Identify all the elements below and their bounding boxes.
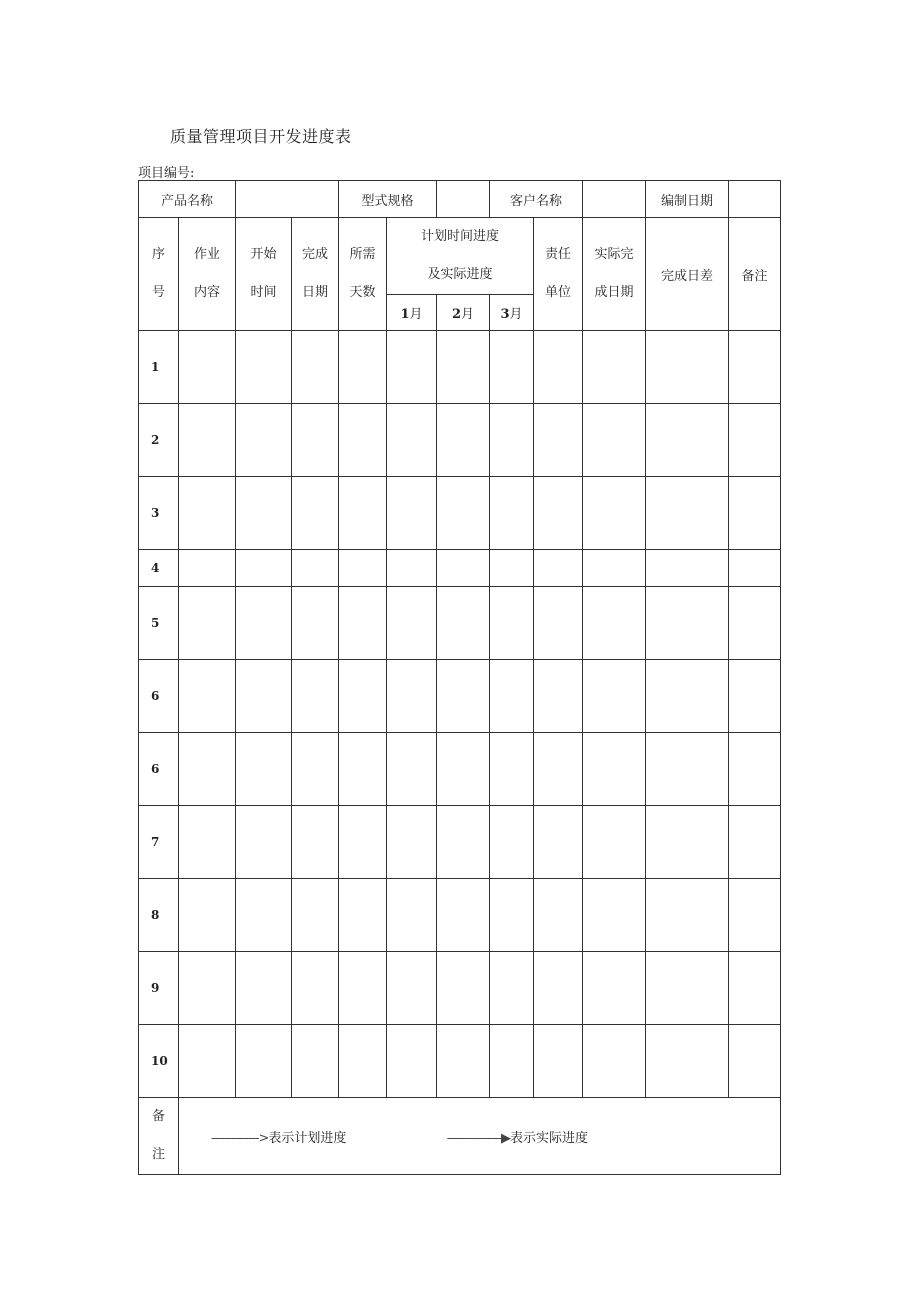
col-resp-line2: 单位 xyxy=(545,285,572,300)
header-info-row xyxy=(139,181,781,218)
table-cell[interactable] xyxy=(437,952,490,1025)
table-cell[interactable] xyxy=(534,660,583,733)
table-cell[interactable] xyxy=(646,1025,729,1098)
month-3-number: 3 xyxy=(500,307,510,322)
table-cell[interactable] xyxy=(437,1025,490,1098)
table-cell[interactable] xyxy=(179,1025,236,1098)
row-number: 3 xyxy=(139,477,179,550)
col-finish xyxy=(292,218,339,331)
customer-name-label: 客户名称 xyxy=(490,181,583,218)
table-cell[interactable] xyxy=(387,806,437,879)
table-cell[interactable] xyxy=(339,1025,387,1098)
table-cell[interactable] xyxy=(534,806,583,879)
table-cell[interactable] xyxy=(646,550,729,587)
table-cell[interactable] xyxy=(387,879,437,952)
table-cell[interactable] xyxy=(646,806,729,879)
table-cell[interactable] xyxy=(236,733,292,806)
table-cell[interactable] xyxy=(179,477,236,550)
month-3-unit: 月 xyxy=(509,307,523,322)
table-cell[interactable] xyxy=(646,879,729,952)
table-cell[interactable] xyxy=(490,587,534,660)
column-header-row xyxy=(139,218,781,295)
table-cell[interactable] xyxy=(179,660,236,733)
col-work-line2: 内容 xyxy=(194,285,221,300)
table-cell[interactable] xyxy=(490,550,534,587)
table-cell[interactable] xyxy=(729,587,781,660)
table-cell[interactable] xyxy=(729,952,781,1025)
table-cell[interactable] xyxy=(583,331,646,404)
col-resp-line1: 责任 xyxy=(545,247,572,262)
table-cell[interactable] xyxy=(179,404,236,477)
progress-table xyxy=(138,180,781,1175)
row-number: 10 xyxy=(139,1025,179,1098)
compile-date-value[interactable] xyxy=(729,181,781,218)
table-cell[interactable] xyxy=(583,1025,646,1098)
col-start-line1: 开始 xyxy=(250,247,277,262)
table-cell[interactable] xyxy=(490,806,534,879)
col-work-line1: 作业 xyxy=(194,247,221,262)
table-cell[interactable] xyxy=(534,879,583,952)
table-cell[interactable] xyxy=(490,660,534,733)
row-number: 1 xyxy=(139,331,179,404)
page-title: 质量管理项目开发进度表 xyxy=(170,127,352,146)
table-cell[interactable] xyxy=(646,660,729,733)
table-cell[interactable] xyxy=(583,879,646,952)
table-cell[interactable] xyxy=(490,733,534,806)
col-actual-line2: 成日期 xyxy=(594,285,634,300)
table-cell[interactable] xyxy=(583,587,646,660)
plan-text: 表示计划进度 xyxy=(268,1130,347,1146)
table-row xyxy=(139,806,781,879)
table-cell[interactable] xyxy=(490,1025,534,1098)
col-start-line2: 时间 xyxy=(250,285,277,300)
table-cell[interactable] xyxy=(583,477,646,550)
table-row xyxy=(139,404,781,477)
month-1-number: 1 xyxy=(400,307,410,322)
col-plan-line1: 计划时间进度 xyxy=(421,229,500,244)
table-cell[interactable] xyxy=(236,587,292,660)
table-cell[interactable] xyxy=(437,550,490,587)
table-cell[interactable] xyxy=(387,477,437,550)
table-row xyxy=(139,879,781,952)
table-cell[interactable] xyxy=(437,331,490,404)
table-cell[interactable] xyxy=(437,587,490,660)
table-cell[interactable] xyxy=(292,404,339,477)
table-cell[interactable] xyxy=(583,952,646,1025)
table-cell[interactable] xyxy=(437,806,490,879)
row-number: 4 xyxy=(139,550,179,587)
table-cell[interactable] xyxy=(534,1025,583,1098)
row-number: 6 xyxy=(139,733,179,806)
table-cell[interactable] xyxy=(729,404,781,477)
actual-text: 表示实际进度 xyxy=(509,1130,588,1146)
remark-footer-row xyxy=(139,1098,781,1175)
col-seq-line1: 序 xyxy=(151,247,165,262)
table-cell[interactable] xyxy=(179,806,236,879)
table-cell[interactable] xyxy=(387,404,437,477)
month-2-number: 2 xyxy=(452,307,462,322)
table-cell[interactable] xyxy=(729,1025,781,1098)
table-cell[interactable] xyxy=(236,550,292,587)
table-cell[interactable] xyxy=(583,733,646,806)
table-row xyxy=(139,1025,781,1098)
table-cell[interactable] xyxy=(292,879,339,952)
table-cell[interactable] xyxy=(534,733,583,806)
table-cell[interactable] xyxy=(387,1025,437,1098)
col-plan-line2: 及实际进度 xyxy=(427,267,493,282)
table-cell[interactable] xyxy=(179,587,236,660)
legend-plan xyxy=(211,1127,346,1146)
table-cell[interactable] xyxy=(339,806,387,879)
table-cell[interactable] xyxy=(646,477,729,550)
table-cell[interactable] xyxy=(339,587,387,660)
table-cell[interactable] xyxy=(583,806,646,879)
table-cell[interactable] xyxy=(292,952,339,1025)
table-cell[interactable] xyxy=(236,331,292,404)
table-cell[interactable] xyxy=(339,733,387,806)
table-cell[interactable] xyxy=(292,550,339,587)
table-cell[interactable] xyxy=(534,550,583,587)
table-cell[interactable] xyxy=(292,587,339,660)
table-cell[interactable] xyxy=(179,952,236,1025)
table-cell[interactable] xyxy=(729,879,781,952)
table-row xyxy=(139,550,781,587)
col-finish-line2: 日期 xyxy=(302,285,329,300)
table-cell[interactable] xyxy=(292,733,339,806)
month-2 xyxy=(437,295,490,331)
row-number: 9 xyxy=(139,952,179,1025)
table-cell[interactable] xyxy=(729,331,781,404)
table-cell[interactable] xyxy=(292,660,339,733)
table-row xyxy=(139,733,781,806)
table-row xyxy=(139,331,781,404)
table-cell[interactable] xyxy=(490,404,534,477)
table-cell[interactable] xyxy=(437,879,490,952)
col-actual xyxy=(583,218,646,331)
table-cell[interactable] xyxy=(179,733,236,806)
table-cell[interactable] xyxy=(583,404,646,477)
model-spec-label: 型式规格 xyxy=(339,181,437,218)
table-cell[interactable] xyxy=(387,733,437,806)
table-cell[interactable] xyxy=(646,587,729,660)
compile-date-label: 编制日期 xyxy=(646,181,729,218)
table-cell[interactable] xyxy=(729,477,781,550)
table-cell[interactable] xyxy=(646,733,729,806)
table-cell[interactable] xyxy=(292,806,339,879)
table-cell[interactable] xyxy=(534,477,583,550)
customer-name-value[interactable] xyxy=(583,181,646,218)
table-cell[interactable] xyxy=(236,660,292,733)
table-cell[interactable] xyxy=(534,952,583,1025)
month-3 xyxy=(490,295,534,331)
table-cell[interactable] xyxy=(339,477,387,550)
table-cell[interactable] xyxy=(437,660,490,733)
table-row xyxy=(139,477,781,550)
row-number: 8 xyxy=(139,879,179,952)
table-row xyxy=(139,587,781,660)
table-cell[interactable] xyxy=(646,331,729,404)
table-row xyxy=(139,952,781,1025)
col-diff: 完成日差 xyxy=(646,218,729,331)
table-cell[interactable] xyxy=(490,952,534,1025)
table-cell[interactable] xyxy=(179,879,236,952)
table-cell[interactable] xyxy=(534,587,583,660)
plan-line-icon: --------------> xyxy=(211,1130,269,1146)
col-seq-line2: 号 xyxy=(151,285,165,300)
col-seq xyxy=(139,218,179,331)
table-cell[interactable] xyxy=(387,550,437,587)
table-cell[interactable] xyxy=(729,660,781,733)
table-cell[interactable] xyxy=(292,331,339,404)
table-cell[interactable] xyxy=(646,404,729,477)
table-cell[interactable] xyxy=(490,879,534,952)
footer-label-line2: 注 xyxy=(151,1147,165,1162)
col-days-line1: 所需 xyxy=(349,247,376,262)
table-cell[interactable] xyxy=(236,404,292,477)
row-number: 7 xyxy=(139,806,179,879)
footer-label xyxy=(139,1098,179,1175)
product-name-value[interactable] xyxy=(236,181,339,218)
col-resp xyxy=(534,218,583,331)
table-cell[interactable] xyxy=(437,404,490,477)
col-plan xyxy=(387,218,534,295)
product-name-label: 产品名称 xyxy=(139,181,236,218)
table-cell[interactable] xyxy=(437,733,490,806)
table-cell[interactable] xyxy=(646,952,729,1025)
table-cell[interactable] xyxy=(534,404,583,477)
table-cell[interactable] xyxy=(339,952,387,1025)
col-finish-line1: 完成 xyxy=(302,247,329,262)
legend xyxy=(179,1098,781,1175)
table-cell[interactable] xyxy=(339,550,387,587)
footer-label-line1: 备 xyxy=(151,1109,165,1124)
table-cell[interactable] xyxy=(583,660,646,733)
table-cell[interactable] xyxy=(236,1025,292,1098)
month-2-unit: 月 xyxy=(461,307,475,322)
table-cell[interactable] xyxy=(292,1025,339,1098)
table-cell[interactable] xyxy=(179,331,236,404)
table-cell[interactable] xyxy=(729,806,781,879)
table-cell[interactable] xyxy=(729,550,781,587)
table-cell[interactable] xyxy=(387,587,437,660)
table-cell[interactable] xyxy=(339,331,387,404)
table-cell[interactable] xyxy=(339,660,387,733)
table-cell[interactable] xyxy=(236,477,292,550)
table-cell[interactable] xyxy=(292,477,339,550)
col-days-line2: 天数 xyxy=(349,285,376,300)
month-1 xyxy=(387,295,437,331)
legend-actual xyxy=(447,1127,588,1146)
table-cell[interactable] xyxy=(236,806,292,879)
col-start xyxy=(236,218,292,331)
col-remark: 备注 xyxy=(729,218,781,331)
row-number: 2 xyxy=(139,404,179,477)
project-number-label: 项目编号: xyxy=(138,166,195,181)
col-actual-line1: 实际完 xyxy=(594,247,634,262)
model-spec-value[interactable] xyxy=(437,181,490,218)
row-number: 6 xyxy=(139,660,179,733)
table-cell[interactable] xyxy=(490,477,534,550)
table-cell[interactable] xyxy=(236,879,292,952)
table-cell[interactable] xyxy=(387,660,437,733)
col-work xyxy=(179,218,236,331)
table-row xyxy=(139,660,781,733)
col-days xyxy=(339,218,387,331)
table-cell[interactable] xyxy=(387,952,437,1025)
table-cell[interactable] xyxy=(534,331,583,404)
actual-line-icon: ----------------▶ xyxy=(446,1130,510,1146)
table-cell[interactable] xyxy=(387,331,437,404)
table-cell[interactable] xyxy=(490,331,534,404)
month-1-unit: 月 xyxy=(409,307,423,322)
table-cell[interactable] xyxy=(339,879,387,952)
table-cell[interactable] xyxy=(583,550,646,587)
table-cell[interactable] xyxy=(339,404,387,477)
row-number: 5 xyxy=(139,587,179,660)
table-cell[interactable] xyxy=(437,477,490,550)
table-cell[interactable] xyxy=(179,550,236,587)
table-cell[interactable] xyxy=(729,733,781,806)
table-cell[interactable] xyxy=(236,952,292,1025)
